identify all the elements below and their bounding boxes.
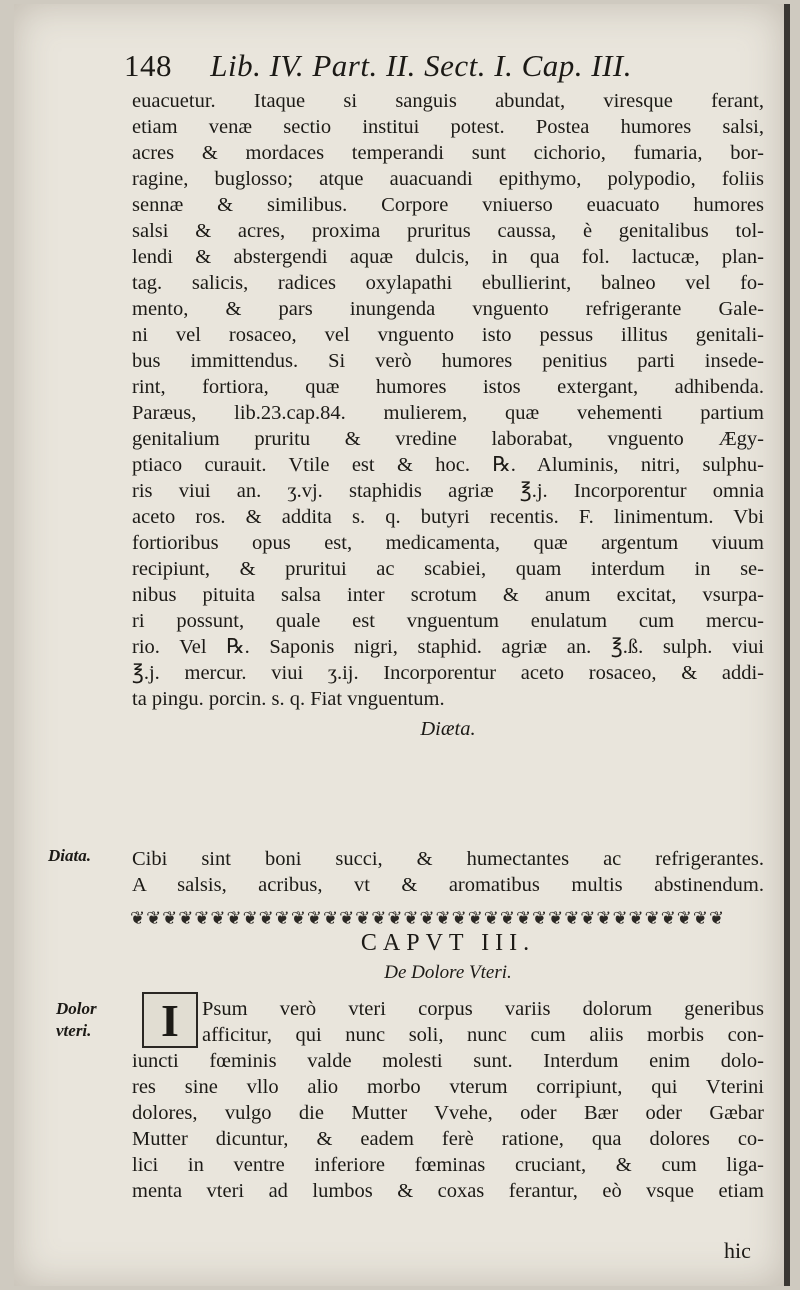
text-line: ptiaco curauit. Vtile est & hoc. ℞. Aluminis, nitri, sulphu- [132, 454, 764, 476]
text-line: Mutter dicuntur, & eadem ferè ratione, qua dolores co- [132, 1128, 764, 1150]
text-line: ℥.j. mercur. viui ʒ.ij. Incorporentur aceto rosaceo, & addi- [132, 662, 764, 684]
text-line: ragine, buglosso; atque auacuandi epithymo, polypodio, foliis [132, 168, 764, 190]
page-number: 148 [124, 48, 172, 83]
diaeta-heading-block [132, 716, 764, 742]
text-line: A salsis, acribus, vt & aromatibus multis abstinendum. [132, 874, 764, 896]
margin-note-diata: Diata. [48, 846, 91, 865]
diaeta-text-block [132, 846, 764, 898]
text-line: nibus pituita salsa inter scrotum & anum excitat, vsurpa- [132, 584, 764, 606]
text-line: iuncti fœminis valde molesti sunt. Interdum enim dolo- [132, 1050, 764, 1072]
drop-capital: I [142, 992, 198, 1048]
margin-note-dolor [56, 998, 97, 1042]
text-line: fortioribus opus est, medicamenta, quæ argentum viuum [132, 532, 764, 554]
text-line: Cibi sint boni succi, & humectantes ac refrigerantes. [132, 848, 764, 870]
text-line: rio. Vel ℞. Saponis nigri, staphid. agriæ an. ℥.ß. sulph. viui [132, 636, 764, 658]
text-line: bus immittendus. Si verò humores penitius parti insede- [132, 350, 764, 372]
catchword: hic [724, 1238, 751, 1263]
text-line: acres & mordaces temperandi sunt cichorio, fumaria, bor- [132, 142, 764, 164]
chapter-subtitle: De Dolore Vteri. [384, 962, 512, 983]
text-line: rint, fortiora, quæ humores istos extergant, adhibenda. [132, 376, 764, 398]
margin-note-dolor-line2: vteri. [56, 1021, 92, 1040]
text-line: Psum verò vteri corpus variis dolorum generibus [202, 998, 764, 1020]
text-line: Paræus, lib.23.cap.84. mulierem, quæ vehementi partium [132, 402, 764, 424]
text-line: recipiunt, & pruritui ac scabiei, quam interdum in se- [132, 558, 764, 580]
text-line: aceto ros. & addita s. q. butyri recentis. F. linimentum. Vbi [132, 506, 764, 528]
text-line: afficitur, qui nunc soli, nunc cum aliis morbis con- [202, 1024, 764, 1046]
text-line: dolores, vulgo die Mutter Vvehe, oder Bær oder Gæbar [132, 1102, 764, 1124]
text-line: lendi & abstergendi aquæ dulcis, in qua fol. lactucæ, plan- [132, 246, 764, 268]
text-line: menta vteri ad lumbos & coxas ferantur, eò vsque etiam [132, 1180, 764, 1202]
running-title: Lib. IV. Part. II. Sect. I. Cap. III. [210, 48, 632, 83]
margin-note-dolor-line1: Dolor [56, 999, 97, 1018]
text-line: res sine vllo alio morbo vterum corripiunt, qui Vterini [132, 1076, 764, 1098]
text-line: sennæ & similibus. Corpore vniuerso euacuato humores [132, 194, 764, 216]
text-line: etiam venæ sectio institui potest. Postea humores salsi, [132, 116, 764, 138]
text-line: lici in ventre inferiore fœminas cruciant, & cum liga- [132, 1154, 764, 1176]
diaeta-heading: Diæta. [420, 718, 476, 740]
text-line: mento, & pars inungenda vnguento refrigerante Gale- [132, 298, 764, 320]
main-text-block [132, 88, 764, 712]
text-line: ris viui an. ʒ.vj. staphidis agriæ ℥.j. Incorporentur omnia [132, 480, 764, 502]
text-line: genitalium pruritu & vredine laborabat, vnguento Ægy- [132, 428, 764, 450]
chapter-text-block [132, 996, 764, 1204]
chapter-title: CAPVT III. [360, 930, 536, 956]
running-header [124, 48, 744, 84]
ornament-band: ❦❦❦❦❦❦❦❦❦❦❦❦❦❦❦❦❦❦❦❦❦❦❦❦❦❦❦❦❦❦❦❦❦❦❦❦❦ [130, 908, 726, 928]
text-line: ni vel rosaceo, vel vnguento isto pessus illitus genitali- [132, 324, 764, 346]
text-line: salsi & acres, proxima pruritus caussa, è genitalibus tol- [132, 220, 764, 242]
text-line: tag. salicis, radices oxylapathi ebullierint, balneo vel fo- [132, 272, 764, 294]
text-line: euacuetur. Itaque si sanguis abundat, viresque ferant, [132, 90, 764, 112]
text-line: ta pingu. porcin. s. q. Fiat vnguentum. [132, 688, 445, 710]
text-line: ri possunt, quale est vnguentum enulatum cum mercu- [132, 610, 764, 632]
